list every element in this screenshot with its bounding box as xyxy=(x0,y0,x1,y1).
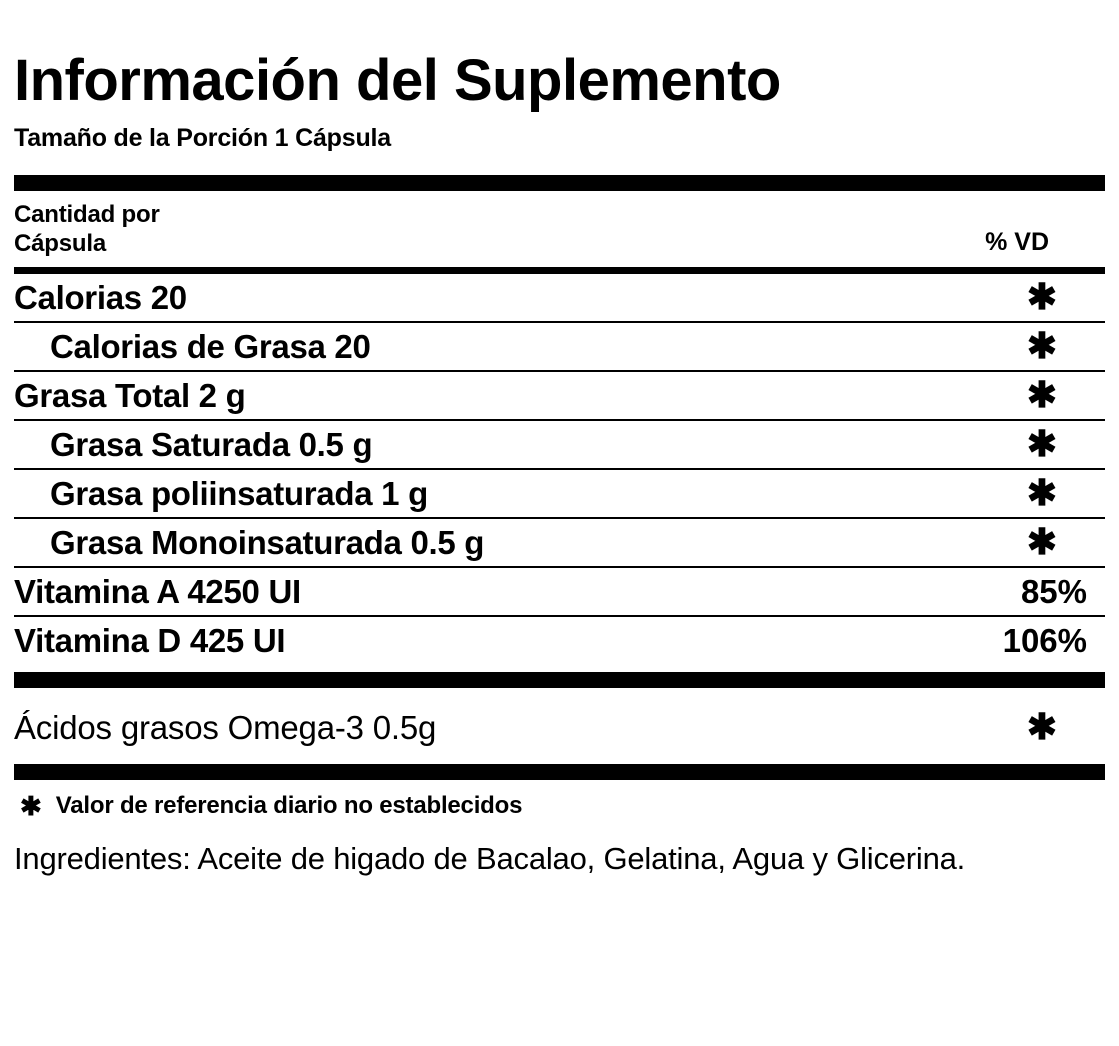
divider-medium-under-header xyxy=(14,267,1105,274)
daily-value-header: % VD xyxy=(985,227,1049,256)
nutrient-value: ✱ xyxy=(1026,373,1057,415)
asterisk-icon: ✱ xyxy=(20,790,42,821)
table-row xyxy=(14,519,1105,566)
nutrient-name: Vitamina D 425 UI xyxy=(14,621,286,659)
table-row xyxy=(14,323,1105,370)
page-title: Información del Suplemento xyxy=(14,48,781,113)
amount-per-serving-label xyxy=(14,201,160,259)
nutrient-name: Vitamina A 4250 UI xyxy=(14,572,301,610)
footnote xyxy=(14,780,1105,826)
divider-thick-bottom xyxy=(14,764,1105,780)
table-row xyxy=(14,568,1105,615)
amount-per-serving-header xyxy=(14,191,1105,267)
table-row xyxy=(14,617,1105,664)
nutrient-name: Grasa poliinsaturada 1 g xyxy=(50,474,428,512)
nutrient-name: Grasa Monoinsaturada 0.5 g xyxy=(50,523,485,561)
divider-thick-top xyxy=(14,175,1105,191)
omega-3-row xyxy=(14,688,1105,764)
nutrient-value: 85% xyxy=(1020,572,1087,610)
nutrient-value: ✱ xyxy=(1026,422,1057,464)
divider-thick-middle xyxy=(14,672,1105,688)
nutrient-rows xyxy=(14,274,1105,664)
nutrient-value: ✱ xyxy=(1026,324,1057,366)
table-row xyxy=(14,470,1105,517)
omega-3-value: ✱ xyxy=(1026,705,1057,747)
table-row xyxy=(14,372,1105,419)
omega-3-name: Ácidos grasos Omega-3 0.5g xyxy=(14,708,437,746)
serving-size-text: Tamaño de la Porción 1 Cápsula xyxy=(14,124,391,152)
amount-per-serving-line2: Cápsula xyxy=(14,229,106,257)
supplement-facts-panel xyxy=(0,48,1119,1046)
nutrient-value: ✱ xyxy=(1026,471,1057,513)
nutrient-name: Grasa Saturada 0.5 g xyxy=(50,425,373,463)
nutrient-name: Calorias 20 xyxy=(14,278,187,316)
nutrient-value: ✱ xyxy=(1026,520,1057,562)
nutrient-value: ✱ xyxy=(1026,275,1057,317)
amount-per-serving-line1: Cantidad por xyxy=(14,201,160,228)
ingredients-text: Ingredientes: Aceite de higado de Bacalao, Gelatina, Agua y Glicerina. xyxy=(14,840,966,876)
nutrient-name: Grasa Total 2 g xyxy=(14,376,246,414)
footnote-text: Valor de referencia diario no establecidos xyxy=(55,791,523,819)
nutrient-value: 106% xyxy=(1002,621,1087,659)
nutrient-name: Calorias de Grasa 20 xyxy=(50,327,371,365)
table-row xyxy=(14,421,1105,468)
table-row xyxy=(14,274,1105,321)
